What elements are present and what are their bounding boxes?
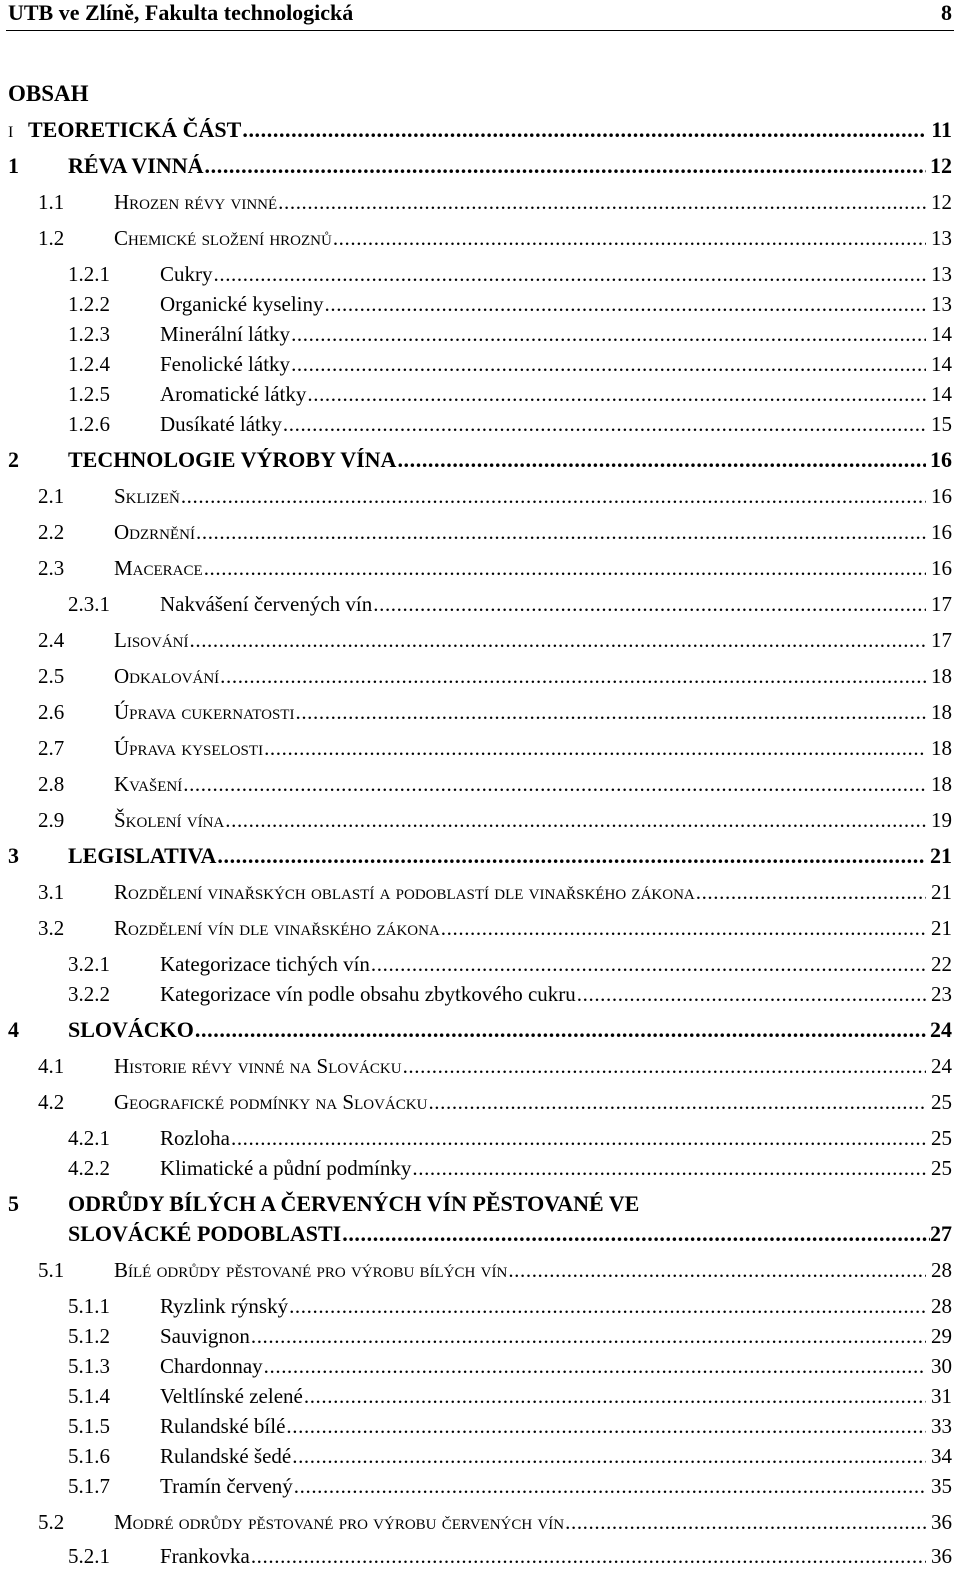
dot-leader [263,734,926,762]
dot-leader [294,698,926,726]
toc-entry-title: Modré odrůdy pěstované pro výrobu červených vín [114,1510,565,1534]
toc-entry-section-2-3[interactable] [38,554,952,582]
toc-entry-section-2-4[interactable] [38,626,952,654]
toc-entry-page: 21 [931,916,952,940]
toc-entry-subsection-5-1-2[interactable] [68,1322,952,1350]
toc-entry-page: 35 [931,1474,952,1498]
dot-leader [695,878,926,906]
toc-entry-page: 31 [931,1384,952,1408]
toc-entry-number: 5.1.6 [68,1444,110,1468]
toc-entry-subsection-3-2-1[interactable] [68,950,952,978]
toc-entry-page: 28 [931,1294,952,1318]
dot-leader [427,1088,926,1116]
toc-entry-number: 3 [8,843,19,868]
toc-entry-title: Macerace [114,556,203,580]
toc-entry-number: 3.2.2 [68,982,110,1006]
toc-entry-number: 2.8 [38,772,65,796]
toc-entry-page: 17 [931,628,952,652]
toc-entry-number: I [8,124,14,141]
toc-entry-page: 23 [931,982,952,1006]
toc-entry-subsection-5-1-7[interactable] [68,1472,952,1500]
toc-entry-number: 2.4 [38,628,65,652]
toc-entry-page: 15 [931,412,952,436]
toc-entry-title: Rozdělení vín dle vinařského zákona [114,916,440,940]
toc-entry-title: RÉVA VINNÁ [68,153,204,178]
toc-entry-title: Odkalování [114,664,220,688]
toc-entry-number: 2.1 [38,484,65,508]
toc-entry-title-line-2: SLOVÁCKÉ PODOBLASTI [68,1221,342,1246]
toc-entry-number: 5.1.5 [68,1414,110,1438]
toc-entry-page: 11 [931,117,952,142]
dot-leader [396,446,926,474]
dot-leader [303,1382,926,1410]
toc-entry-title: Rozdělení vinařských oblastí a podoblastí dle vinařského zákona [114,880,695,904]
toc-entry-subsection-1-2-4[interactable] [68,350,952,378]
dot-leader [507,1256,926,1284]
toc-entry-title-line-1: ODRŮDY BÍLÝCH A ČERVENÝCH VÍN PĚSTOVANÉ VE [68,1191,640,1216]
toc-entry-section-5-2[interactable] [38,1508,952,1536]
toc-entry-title: Veltlínské zelené [160,1384,303,1408]
toc-entry-page: 36 [931,1510,952,1534]
toc-entry-subsection-4-2-1[interactable] [68,1124,952,1152]
toc-entry-section-2-9[interactable] [38,806,952,834]
toc-entry-title: Chardonnay [160,1354,263,1378]
toc-entry-title: Ryzlink rýnský [160,1294,289,1318]
toc-entry-page: 21 [930,843,952,868]
toc-entry-title: Organické kyseliny [160,292,324,316]
toc-entry-title: Bílé odrůdy pěstované pro výrobu bílých vín [114,1258,508,1282]
toc-heading: OBSAH [8,81,89,106]
toc-entry-number: 4.2.2 [68,1156,110,1180]
toc-entry-page: 12 [931,190,952,214]
dot-leader [288,1292,926,1320]
toc-entry-title: Chemické složení hroznů [114,226,332,250]
toc-entry-page: 13 [931,292,952,316]
toc-entry-number: 4.2 [38,1090,65,1114]
toc-entry-subsection-5-1-4[interactable] [68,1382,952,1410]
toc-entry-title-row [8,1219,952,1249]
toc-entry-page: 18 [931,700,952,724]
dot-leader [263,1352,926,1380]
toc-entry-number: 5.1.7 [68,1474,110,1498]
toc-entry-page: 25 [931,1156,952,1180]
toc-entry-section-2-1[interactable] [38,482,952,510]
toc-entry-title: Úprava cukernatosti [114,700,295,724]
toc-entry-section-1-2[interactable] [38,224,952,252]
toc-entry-number: 5.1.4 [68,1384,110,1408]
toc-entry-page: 16 [930,447,952,472]
dot-leader [230,1124,926,1152]
toc-entry-title: TEORETICKÁ ČÁST [28,117,242,142]
toc-entry-number: 5.1.1 [68,1294,110,1318]
toc-entry-title: Nakvášení červených vín [160,592,373,616]
toc-entry-part-1[interactable] [8,116,952,144]
toc-entry-number: 1.2.5 [68,382,110,406]
dot-leader [564,1508,926,1536]
toc-entry-title: Kategorizace tichých vín [160,952,370,976]
dot-leader [241,116,926,144]
toc-entry-subsection-4-2-2[interactable] [68,1154,952,1182]
toc-entry-number: 2.9 [38,808,65,832]
toc-entry-page: 24 [930,1017,952,1042]
toc-entry-page: 19 [931,808,952,832]
toc-entry-number: 2.3 [38,556,65,580]
toc-entry-title: Fenolické látky [160,352,291,376]
dot-leader [332,224,926,252]
toc-entry-number: 4.1 [38,1054,65,1078]
toc-entry-title: Kategorizace vín podle obsahu zbytkového cukru [160,982,576,1006]
toc-entry-page: 14 [931,322,952,346]
toc-entry-page: 18 [931,664,952,688]
toc-entry-number: 1.2.2 [68,292,110,316]
toc-entry-title: Sauvignon [160,1324,250,1348]
toc-entry-title: Školení vína [114,808,225,832]
dot-leader [293,1472,926,1500]
toc-entry-number: 5.2.1 [68,1544,110,1568]
dot-leader [216,842,926,870]
toc-entry-title: Minerální látky [160,322,291,346]
toc-entry-chapter-1[interactable] [8,152,952,180]
toc-entry-section-3-1[interactable] [38,878,952,906]
toc-entry-number: 5.1.2 [68,1324,110,1348]
toc-entry-title: Odzrnění [114,520,195,544]
toc-entry-chapter-5[interactable] [8,1189,952,1249]
toc-entry-subsection-1-2-1[interactable] [68,260,952,288]
toc-entry-subsection-1-2-2[interactable] [68,290,952,318]
toc-entry-subsection-1-2-5[interactable] [68,380,952,408]
toc-entry-title: Cukry [160,262,213,286]
dot-leader [282,410,926,438]
toc-entry-page: 13 [931,262,952,286]
dot-leader [411,1154,926,1182]
toc-entry-title: Klimatické a půdní podmínky [160,1156,412,1180]
toc-entry-subsection-1-2-3[interactable] [68,320,952,348]
toc-entry-page: 24 [931,1054,952,1078]
dot-leader [372,590,926,618]
dot-leader [285,1412,926,1440]
toc-entry-page: 25 [931,1126,952,1150]
toc-entry-page: 33 [931,1414,952,1438]
dot-leader [576,980,926,1008]
toc-entry-subsection-5-1-5[interactable] [68,1412,952,1440]
toc-entry-page: 17 [931,592,952,616]
toc-entry-page: 22 [931,952,952,976]
toc-entry-subsection-5-1-3[interactable] [68,1352,952,1380]
toc-entry-title: Tramín červený [160,1474,293,1498]
toc-entry-section-2-8[interactable] [38,770,952,798]
toc-entry-page: 13 [931,226,952,250]
toc-entry-page: 16 [931,520,952,544]
dot-leader [324,290,927,318]
dot-leader [370,950,926,978]
toc-entry-title: Sklizeň [114,484,180,508]
toc-entry-page: 36 [931,1544,952,1568]
toc-entry-number: 4.2.1 [68,1126,110,1150]
toc-entry-title: Rulandské bílé [160,1414,286,1438]
dot-leader [195,518,926,546]
toc-entry-page: 30 [931,1354,952,1378]
header-page-number: 8 [941,0,952,25]
toc-entry-subsection-5-1-1[interactable] [68,1292,952,1320]
toc-entry-title: Historie révy vinné na Slovácku [114,1054,402,1078]
toc-entry-number: 3.1 [38,880,65,904]
toc-entry-section-1-1[interactable] [38,188,952,216]
toc-entry-page: 16 [931,556,952,580]
dot-leader [182,770,926,798]
toc-entry-title: LEGISLATIVA [68,843,217,868]
toc-entry-section-2-5[interactable] [38,662,952,690]
toc-entry-section-2-6[interactable] [38,698,952,726]
toc-entry-page: 21 [931,880,952,904]
toc-entry-number: 1.2 [38,226,65,250]
toc-entry-number: 5.2 [38,1510,65,1534]
toc-entry-title: Frankovka [160,1544,250,1568]
dot-leader [290,320,926,348]
dot-leader [250,1322,926,1350]
dot-leader [213,260,927,288]
dot-leader [402,1052,926,1080]
toc-entry-number: 1.2.4 [68,352,110,376]
toc-entry-section-3-2[interactable] [38,914,952,942]
dot-leader [219,662,926,690]
dot-leader [194,1016,926,1044]
dot-leader [306,380,926,408]
toc-entry-title: Kvašení [114,772,183,796]
header-title: UTB ve Zlíně, Fakulta technologická [8,0,354,25]
dot-leader [291,1442,926,1470]
dot-leader [250,1542,926,1570]
toc-entry-number: 2 [8,447,19,472]
toc-entry-page: 14 [931,382,952,406]
toc-entry-number: 3.2 [38,916,65,940]
toc-entry-page: 14 [931,352,952,376]
toc-entry-title-row [8,1189,952,1219]
toc-entry-page: 27 [930,1221,952,1246]
toc-entry-title: Lisování [114,628,189,652]
toc-entry-number: 5.1 [38,1258,65,1282]
dot-leader [341,1219,930,1249]
toc-entry-title: Úprava kyselosti [114,736,264,760]
toc-entry-section-2-2[interactable] [38,518,952,546]
toc-entry-title: Rulandské šedé [160,1444,292,1468]
toc-entry-page: 25 [931,1090,952,1114]
dot-leader [440,914,926,942]
toc-entry-title: TECHNOLOGIE VÝROBY VÍNA [68,447,397,472]
toc-entry-number: 5 [8,1191,19,1216]
dot-leader [204,152,926,180]
toc-entry-section-4-1[interactable] [38,1052,952,1080]
toc-entry-title: SLOVÁCKO [68,1017,194,1042]
dot-leader [189,626,927,654]
toc-entry-number: 1.1 [38,190,65,214]
toc-entry-subsection-1-2-6[interactable] [68,410,952,438]
toc-entry-title: Aromatické látky [160,382,307,406]
toc-entry-title: Dusíkaté látky [160,412,282,436]
toc-entry-number: 3.2.1 [68,952,110,976]
toc-entry-number: 2.3.1 [68,592,110,616]
toc-entry-section-4-2[interactable] [38,1088,952,1116]
toc-entry-subsection-3-2-2[interactable] [68,980,952,1008]
toc-entry-chapter-4[interactable] [8,1016,952,1044]
dot-leader [224,806,926,834]
toc-entry-section-2-7[interactable] [38,734,952,762]
toc-entry-subsection-5-2-1[interactable] [68,1542,952,1570]
toc-entry-subsection-5-1-6[interactable] [68,1442,952,1470]
toc-entry-subsection-2-3-1[interactable] [68,590,952,618]
toc-entry-number: 1 [8,153,19,178]
dot-leader [203,554,926,582]
toc-entry-page: 12 [930,153,952,178]
toc-entry-number: 1.2.1 [68,262,110,286]
toc-entry-page: 29 [931,1324,952,1348]
toc-entry-number: 4 [8,1017,19,1042]
toc-entry-number: 2.2 [38,520,65,544]
dot-leader [180,482,926,510]
toc-entry-number: 5.1.3 [68,1354,110,1378]
toc-entry-page: 34 [931,1444,952,1468]
dot-leader [290,350,926,378]
toc-entry-number: 2.7 [38,736,65,760]
toc-entry-number: 2.6 [38,700,65,724]
toc-entry-page: 16 [931,484,952,508]
toc-entry-title: Rozloha [160,1126,230,1150]
toc-entry-page: 18 [931,772,952,796]
toc-entry-page: 18 [931,736,952,760]
toc-entry-title: Hrozen révy vinné [114,190,278,214]
toc-entry-number: 2.5 [38,664,65,688]
toc-entry-number: 1.2.3 [68,322,110,346]
toc-entry-number: 1.2.6 [68,412,110,436]
toc-entry-chapter-2[interactable] [8,446,952,474]
dot-leader [277,188,926,216]
toc-entry-chapter-3[interactable] [8,842,952,870]
toc-entry-section-5-1[interactable] [38,1256,952,1284]
toc-entry-page: 28 [931,1258,952,1282]
toc-entry-title: Geografické podmínky na Slovácku [114,1090,428,1114]
